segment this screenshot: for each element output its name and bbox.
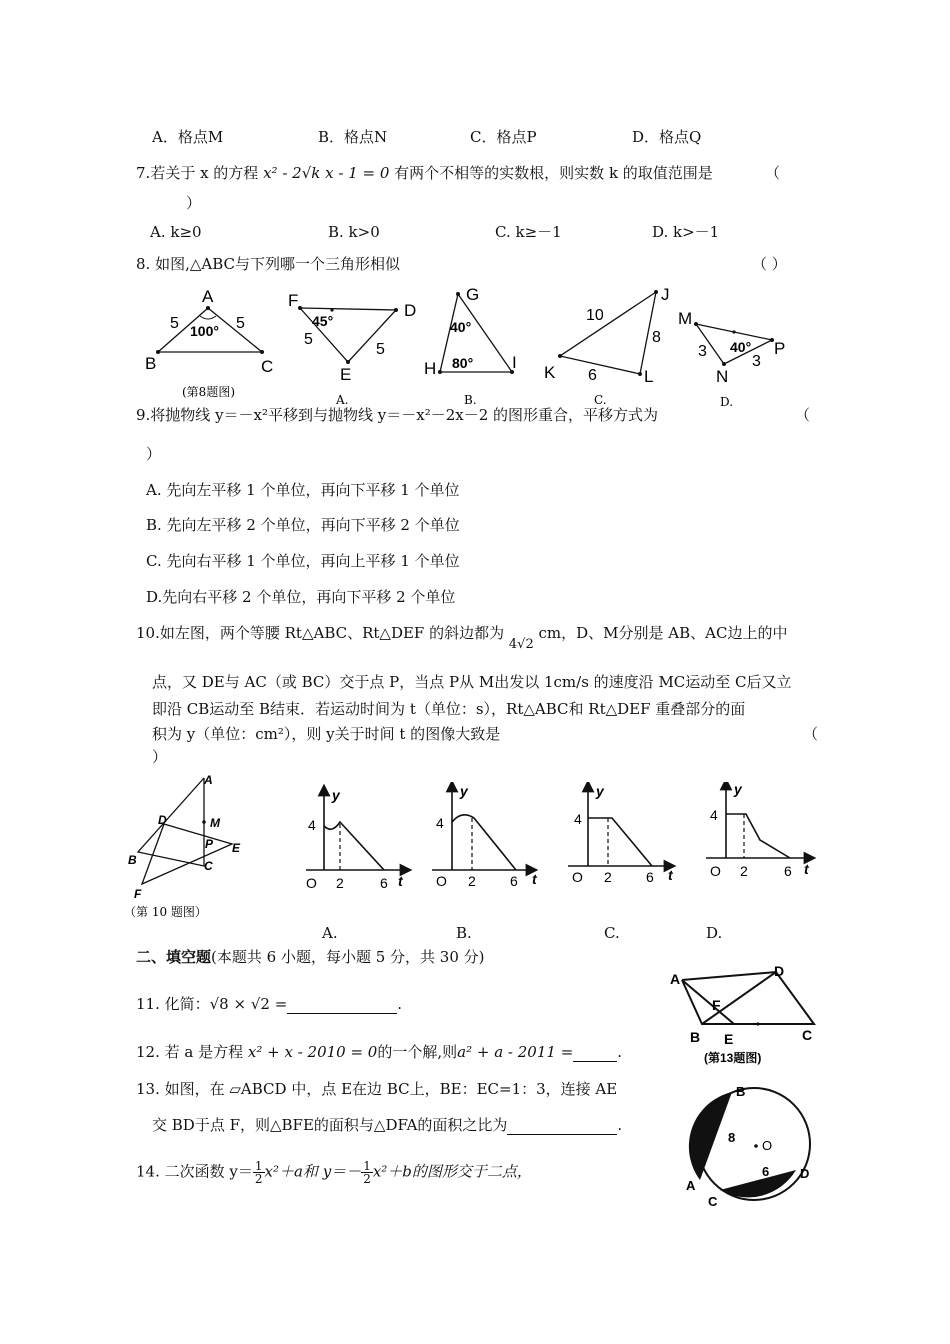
q10-gd-t: t bbox=[804, 861, 809, 877]
q10-gb-y: y bbox=[460, 783, 468, 799]
q8-label-c: C bbox=[261, 357, 274, 376]
q10-gb-x2: 2 bbox=[468, 873, 476, 889]
q14-frac-1-num: 1 bbox=[254, 1159, 263, 1173]
q8-vertex-k-dot bbox=[558, 354, 562, 358]
q8-c-label-k: K bbox=[544, 363, 556, 382]
q8-caption: (第8题图) bbox=[182, 385, 235, 399]
q10-gd-ytick: 4 bbox=[710, 807, 718, 823]
q8-vertex-f-dot bbox=[298, 306, 302, 310]
q10-gb-ytick: 4 bbox=[436, 815, 444, 831]
q13-line2 bbox=[152, 1115, 622, 1135]
q10-fig-a: A bbox=[204, 773, 213, 787]
q10-ga-x2: 2 bbox=[336, 875, 344, 891]
q10-graph-d bbox=[706, 784, 810, 858]
q6-option-c: C．格点P bbox=[470, 128, 537, 146]
q12-equation: x² + x - 2010 = 0 bbox=[247, 1043, 378, 1061]
q8-side-ac: 5 bbox=[236, 315, 245, 332]
q8-c-label-l: L bbox=[644, 367, 654, 386]
q10-line1 bbox=[136, 623, 788, 652]
q10-ga-t: t bbox=[398, 873, 403, 889]
q8-vertex-e-dot bbox=[346, 360, 350, 364]
q12-mid: 的一个解,则 bbox=[377, 1043, 458, 1061]
q10-fig-m: M bbox=[210, 816, 220, 830]
q13-answer-blank[interactable] bbox=[507, 1118, 617, 1135]
q10-figure bbox=[124, 772, 264, 922]
q8-vertex-a-dot bbox=[206, 306, 210, 310]
q8-vertex-h-dot bbox=[438, 370, 442, 374]
q10-option-a: A. bbox=[322, 924, 338, 942]
q14-frac-1-den: 2 bbox=[254, 1172, 263, 1186]
q8-a-label-d: D bbox=[404, 301, 417, 320]
q9-stem: 9.将抛物线 y＝－x²平移到与抛物线 y＝－x²－2x－2 的图形重合，平移方式为 bbox=[136, 406, 659, 424]
q8-d-angle: 40° bbox=[730, 339, 752, 355]
q8-vertex-n-dot bbox=[722, 362, 726, 366]
q14-frac-2 bbox=[361, 1160, 373, 1185]
q9-option-b: B. 先向左平移 2 个单位，再向下平移 2 个单位 bbox=[146, 516, 460, 534]
q14-frac-1 bbox=[253, 1160, 265, 1185]
q14 bbox=[136, 1160, 532, 1185]
q14-fig-8: 8 bbox=[728, 1130, 736, 1145]
q10-paren-close: ） bbox=[152, 748, 168, 766]
q7-paren-open: （ bbox=[765, 164, 781, 182]
q13-mark-dot bbox=[756, 1022, 759, 1025]
q10-ga-o: O bbox=[306, 875, 317, 891]
q8-side-ab: 5 bbox=[170, 315, 179, 332]
q10-gd-o: O bbox=[710, 863, 721, 879]
q8-vertex-d-dot bbox=[394, 308, 398, 312]
q14-frac-2-den: 2 bbox=[363, 1172, 371, 1186]
q8-vertex-b-dot bbox=[156, 350, 160, 354]
q10-gb-x6: 6 bbox=[510, 873, 518, 889]
q11-label: 11. 化简： bbox=[136, 995, 210, 1013]
q14-center-dot bbox=[754, 1144, 758, 1148]
q13-caption: (第13题图) bbox=[704, 1051, 762, 1065]
q8-angle-arc bbox=[200, 316, 216, 319]
q8-figures bbox=[140, 280, 820, 408]
q12-expr: a² + a - 2011 = bbox=[457, 1043, 574, 1061]
q8-a-side-2: 5 bbox=[376, 341, 385, 358]
q14-part1: x²＋a和 y＝－ bbox=[264, 1162, 362, 1181]
q7-option-b: B. k>0 bbox=[328, 223, 380, 241]
q8-triangle-jkl bbox=[560, 292, 656, 374]
q10-graphs bbox=[296, 782, 836, 892]
q10-line1-b: cm，D、M分别是 AB、AC边上的中 bbox=[538, 624, 788, 642]
q8-d-label-p: P bbox=[774, 339, 786, 358]
q7-option-d: D. k>－1 bbox=[652, 223, 720, 241]
q8-a-label-f: F bbox=[288, 291, 299, 310]
q9-paren-close: ） bbox=[146, 445, 162, 463]
q10-line4: 积为 y（单位：cm²），则 y关于时间 t 的图像大致是 bbox=[152, 725, 501, 743]
q10-line2: 点，又 DE与 AC（或 BC）交于点 P，当点 P从 M出发以 1cm/s 的速度沿 MC运动至 C后又立 bbox=[152, 673, 792, 691]
q10-gb-t: t bbox=[532, 871, 537, 887]
q10-line3: 即沿 CB运动至 B结束．若运动时间为 t（单位：s），Rt△ABC和 Rt△DEF 重叠部分的面 bbox=[152, 700, 746, 718]
q10-option-c: C. bbox=[604, 924, 620, 942]
q13-fig-b: B bbox=[690, 1029, 701, 1045]
q8-vertex-m-dot bbox=[694, 322, 698, 326]
q8-label-b: B bbox=[145, 354, 157, 373]
q8-option-c: C. bbox=[594, 393, 607, 407]
q8-option-d: D. bbox=[720, 395, 734, 408]
q10-gc-x2: 2 bbox=[604, 869, 612, 885]
q7-stem-b: 有两个不相等的实数根，则实数 k 的取值范围是 bbox=[394, 164, 713, 182]
q10-point-m-dot bbox=[202, 820, 206, 824]
q10-gd-x6: 6 bbox=[784, 863, 792, 879]
q8-vertex-j-dot bbox=[654, 290, 658, 294]
q14-fig-d: D bbox=[800, 1166, 810, 1181]
q13-fig-c: C bbox=[802, 1027, 813, 1043]
q7-option-a: A. k≥0 bbox=[150, 223, 202, 241]
q9-option-c: C. 先向右平移 1 个单位，再向上平移 1 个单位 bbox=[146, 552, 460, 570]
q8-d-mark bbox=[732, 330, 735, 333]
section-2-desc: (本题共 6 小题，每小题 5 分，共 30 分) bbox=[211, 948, 485, 966]
q10-graph-a bbox=[306, 790, 406, 870]
q12 bbox=[136, 1042, 622, 1062]
q10-fig-e: E bbox=[232, 841, 241, 855]
q8-c-side-jk: 10 bbox=[586, 307, 604, 324]
q7-number: 7. bbox=[136, 164, 151, 182]
q10-caption: （第 10 题图） bbox=[124, 905, 207, 919]
q8-d-label-m: M bbox=[678, 309, 693, 328]
q8-paren: （ ） bbox=[752, 255, 787, 273]
q10-gc-x6: 6 bbox=[646, 869, 654, 885]
q14-label: 14. 二次函数 y＝ bbox=[136, 1162, 253, 1181]
q7-paren-close: ） bbox=[186, 194, 202, 212]
q13-line2-text: 交 BD于点 F，则△BFE的面积与△DFA的面积之比为 bbox=[152, 1116, 508, 1134]
q6-option-d: D．格点Q bbox=[632, 128, 702, 146]
q10-ga-x6: 6 bbox=[380, 875, 388, 891]
q10-option-b: B. bbox=[456, 924, 472, 942]
q8-option-b: B. bbox=[464, 393, 477, 407]
q11-answer-blank[interactable] bbox=[287, 997, 397, 1014]
q11-expr: √8 × √2 = bbox=[209, 995, 288, 1013]
q10-ga-y: y bbox=[332, 787, 340, 803]
q10-hyp: 4√2 bbox=[508, 637, 534, 652]
q10-gd-y: y bbox=[734, 782, 742, 797]
q10-option-d: D. bbox=[706, 924, 723, 942]
q14-fig-c: C bbox=[708, 1194, 718, 1209]
q8-vertex-l-dot bbox=[638, 372, 642, 376]
q10-fig-c: C bbox=[204, 859, 213, 873]
q8-d-label-n: N bbox=[716, 367, 729, 386]
q8-b-label-i: I bbox=[512, 353, 517, 372]
q9-option-a: A. 先向左平移 1 个单位，再向下平移 1 个单位 bbox=[146, 481, 460, 499]
q14-fig-a: A bbox=[686, 1178, 696, 1193]
q8-vertex-c-dot bbox=[260, 350, 264, 354]
q7-stem-a: 若关于 x 的方程 bbox=[150, 164, 259, 182]
q10-graph-b bbox=[432, 786, 532, 870]
q7-equation: x² - 2√k x - 1 = 0 bbox=[263, 164, 390, 182]
q10-paren-open: （ bbox=[803, 725, 819, 743]
q10-gd-x2: 2 bbox=[740, 863, 748, 879]
q8-label-a: A bbox=[202, 287, 214, 306]
q8-b-label-h: H bbox=[424, 359, 437, 378]
q12-end: . bbox=[617, 1043, 623, 1061]
q8-b-angle-g: 40° bbox=[450, 319, 472, 335]
q8-c-side-kl: 6 bbox=[588, 367, 597, 384]
q8-d-side-1: 3 bbox=[698, 343, 707, 360]
q10-fig-f: F bbox=[134, 887, 142, 901]
q11-end: . bbox=[397, 995, 403, 1013]
q13-figure bbox=[640, 960, 830, 1070]
q14-fig-6: 6 bbox=[762, 1164, 770, 1179]
q14-segment-ab bbox=[689, 1092, 732, 1180]
q13-fig-d: D bbox=[774, 963, 785, 979]
q11 bbox=[136, 994, 402, 1014]
q13-line1: 13. 如图，在 ▱ABCD 中，点 E在边 BC上，BE：EC=1：3，连接 AE bbox=[136, 1080, 618, 1098]
q9-paren-open: （ bbox=[795, 406, 811, 424]
q10-gb-o: O bbox=[436, 873, 447, 889]
q12-label: 12. 若 a 是方程 bbox=[136, 1043, 244, 1061]
q8-b-angle-h: 80° bbox=[452, 355, 474, 371]
q10-graph-c bbox=[568, 786, 670, 866]
q14-frac-2-num: 1 bbox=[363, 1159, 371, 1173]
q10-ga-ytick: 4 bbox=[308, 817, 316, 833]
q8-angle-a: 100° bbox=[190, 323, 219, 339]
q14-figure bbox=[676, 1080, 826, 1216]
q10-line1-a: 10.如左图，两个等腰 Rt△ABC、Rt△DEF 的斜边都为 bbox=[136, 624, 505, 642]
q10-fig-d: D bbox=[158, 813, 167, 827]
q13-end: . bbox=[617, 1116, 623, 1134]
q8-a-mark bbox=[330, 308, 333, 311]
q10-fig-p: P bbox=[205, 837, 214, 851]
q14-fig-b: B bbox=[736, 1084, 746, 1099]
q8-c-side-jl: 8 bbox=[652, 329, 661, 346]
q6-option-b: B．格点N bbox=[318, 128, 388, 146]
q8-a-side-1: 5 bbox=[304, 331, 313, 348]
q10-gc-ytick: 4 bbox=[574, 811, 582, 827]
q13-fig-e: E bbox=[724, 1031, 734, 1047]
q10-gc-o: O bbox=[572, 869, 583, 885]
q8-stem: 8. 如图,△ABC与下列哪一个三角形相似 bbox=[136, 255, 400, 273]
q14-part2: x²＋b的图形交于二点， bbox=[372, 1162, 532, 1181]
q10-fig-b: B bbox=[128, 853, 137, 867]
q8-a-angle: 45° bbox=[312, 313, 334, 329]
q13-fig-f: F bbox=[712, 997, 721, 1013]
q8-c-label-j: J bbox=[661, 285, 670, 304]
q8-vertex-g-dot bbox=[456, 292, 460, 296]
section-2-title: 二、填空题 bbox=[136, 948, 212, 966]
q10-gc-y: y bbox=[596, 783, 604, 799]
q12-answer-blank[interactable] bbox=[573, 1045, 617, 1062]
section-2-header bbox=[136, 947, 485, 967]
q7-option-c: C. k≥－1 bbox=[495, 223, 562, 241]
q14-fig-o: O bbox=[762, 1138, 773, 1153]
q6-option-a: A．格点M bbox=[152, 128, 224, 146]
q14-segment-cd bbox=[720, 1170, 796, 1197]
q9-option-d: D.先向右平移 2 个单位，再向下平移 2 个单位 bbox=[146, 588, 456, 606]
q8-option-a: A. bbox=[336, 393, 349, 407]
q8-a-label-e: E bbox=[340, 365, 352, 384]
q8-b-label-g: G bbox=[466, 285, 480, 304]
q10-gc-t: t bbox=[668, 867, 673, 883]
q13-fig-a: A bbox=[670, 971, 681, 987]
q8-d-side-2: 3 bbox=[752, 353, 761, 370]
q7-stem bbox=[136, 163, 713, 183]
